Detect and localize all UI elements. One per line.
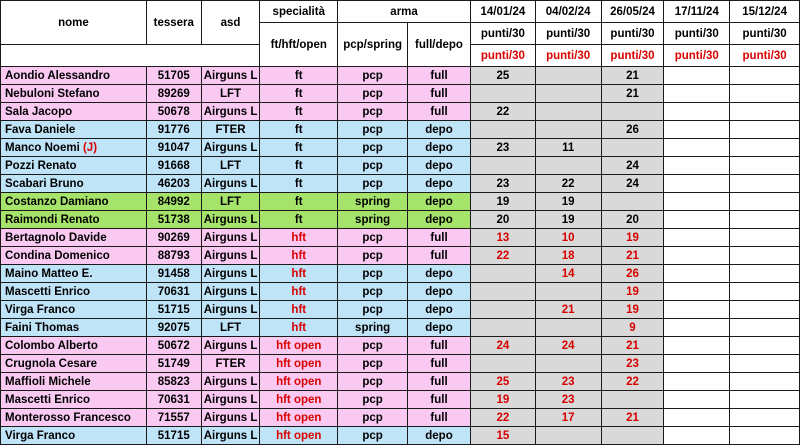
score-cell-1: 24	[470, 337, 535, 355]
arma-pcp-cell: pcp	[338, 391, 408, 409]
specialita-cell: hft	[260, 247, 338, 265]
score-cell-2	[535, 103, 601, 121]
header-date-4: 17/11/24	[664, 1, 730, 23]
header-asd: asd	[201, 1, 260, 45]
score-cell-4	[664, 301, 730, 319]
table-row	[1, 85, 800, 103]
score-cell-3: 9	[601, 319, 664, 337]
header-nome: nome	[1, 1, 147, 45]
header-specialita: specialità	[260, 1, 338, 23]
asd-cell: Airguns L	[201, 283, 260, 301]
asd-cell: Airguns L	[201, 175, 260, 193]
score-cell-5	[730, 373, 800, 391]
score-cell-2: 18	[535, 247, 601, 265]
score-cell-4	[664, 427, 730, 445]
score-cell-4	[664, 283, 730, 301]
athlete-name-text: Condina Domenico	[5, 249, 110, 262]
athlete-name	[1, 391, 147, 409]
arma-full-cell: depo	[408, 427, 471, 445]
score-cell-3: 23	[601, 355, 664, 373]
score-cell-3: 21	[601, 337, 664, 355]
athlete-name-text: Virga Franco	[5, 303, 76, 316]
score-cell-2: 17	[535, 409, 601, 427]
score-cell-5	[730, 175, 800, 193]
tessera-cell: 91668	[146, 157, 201, 175]
table-row	[1, 427, 800, 445]
score-cell-2: 19	[535, 211, 601, 229]
table-row	[1, 283, 800, 301]
score-cell-1: 15	[470, 427, 535, 445]
table-row	[1, 175, 800, 193]
score-cell-1: 13	[470, 229, 535, 247]
athlete-name-text: Manco Noemi	[5, 141, 80, 154]
arma-pcp-cell: pcp	[338, 337, 408, 355]
header-punti-red-5: punti/30	[730, 45, 800, 67]
score-cell-3: 19	[601, 283, 664, 301]
score-cell-5	[730, 103, 800, 121]
arma-full-cell: full	[408, 337, 471, 355]
score-cell-3: 24	[601, 157, 664, 175]
score-cell-1	[470, 265, 535, 283]
athlete-name-text: Mascetti Enrico	[5, 285, 90, 298]
asd-cell: Airguns L	[201, 247, 260, 265]
score-cell-2	[535, 157, 601, 175]
header-punti-red-1: punti/30	[470, 45, 535, 67]
arma-full-cell: full	[408, 67, 471, 85]
arma-pcp-cell: pcp	[338, 139, 408, 157]
athlete-name-text: Virga Franco	[5, 429, 76, 442]
athlete-name	[1, 103, 147, 121]
specialita-cell: ft	[260, 121, 338, 139]
score-cell-5	[730, 355, 800, 373]
score-cell-5	[730, 391, 800, 409]
header-arma: arma	[338, 1, 471, 23]
specialita-cell: hft	[260, 319, 338, 337]
header-spacer	[1, 45, 260, 67]
athlete-name-text: Faini Thomas	[5, 321, 80, 334]
specialita-cell: hft open	[260, 427, 338, 445]
table-row	[1, 355, 800, 373]
athlete-name	[1, 211, 147, 229]
arma-pcp-cell: spring	[338, 193, 408, 211]
arma-full-cell: depo	[408, 319, 471, 337]
athlete-name	[1, 283, 147, 301]
score-cell-1: 25	[470, 67, 535, 85]
asd-cell: LFT	[201, 85, 260, 103]
score-cell-5	[730, 121, 800, 139]
score-cell-2: 22	[535, 175, 601, 193]
score-cell-4	[664, 175, 730, 193]
score-cell-2	[535, 283, 601, 301]
score-cell-3: 26	[601, 121, 664, 139]
arma-pcp-cell: pcp	[338, 373, 408, 391]
athlete-name	[1, 427, 147, 445]
tessera-cell: 88793	[146, 247, 201, 265]
asd-cell: FTER	[201, 355, 260, 373]
arma-pcp-cell: pcp	[338, 67, 408, 85]
score-cell-3	[601, 103, 664, 121]
score-cell-2	[535, 319, 601, 337]
score-cell-2: 24	[535, 337, 601, 355]
score-cell-2: 23	[535, 373, 601, 391]
tessera-cell: 84992	[146, 193, 201, 211]
athlete-name	[1, 85, 147, 103]
score-cell-1: 20	[470, 211, 535, 229]
athlete-name	[1, 157, 147, 175]
table-row	[1, 157, 800, 175]
athlete-name-text: Monterosso Francesco	[5, 411, 131, 424]
header-punti-3: punti/30	[601, 23, 664, 45]
score-cell-4	[664, 67, 730, 85]
asd-cell: LFT	[201, 157, 260, 175]
score-cell-4	[664, 337, 730, 355]
asd-cell: Airguns L	[201, 139, 260, 157]
table-row	[1, 265, 800, 283]
score-cell-4	[664, 193, 730, 211]
score-cell-3: 20	[601, 211, 664, 229]
score-cell-4	[664, 85, 730, 103]
score-cell-2	[535, 355, 601, 373]
athlete-name-text: Fava Daniele	[5, 123, 76, 136]
athlete-name-text: Crugnola Cesare	[5, 357, 98, 370]
athlete-name	[1, 355, 147, 373]
score-cell-3: 19	[601, 229, 664, 247]
header-date-1: 14/01/24	[470, 1, 535, 23]
score-cell-4	[664, 409, 730, 427]
table-row	[1, 67, 800, 85]
athlete-name-text: Colombo Alberto	[5, 339, 98, 352]
table-row	[1, 409, 800, 427]
asd-cell: Airguns L	[201, 373, 260, 391]
score-cell-4	[664, 319, 730, 337]
arma-pcp-cell: pcp	[338, 157, 408, 175]
athlete-name-text: Raimondi Renato	[5, 213, 100, 226]
tessera-cell: 92075	[146, 319, 201, 337]
tessera-cell: 51715	[146, 301, 201, 319]
tessera-cell: 46203	[146, 175, 201, 193]
athlete-name	[1, 319, 147, 337]
score-cell-5	[730, 211, 800, 229]
asd-cell: Airguns L	[201, 427, 260, 445]
score-cell-5	[730, 265, 800, 283]
arma-full-cell: depo	[408, 139, 471, 157]
tessera-cell: 50672	[146, 337, 201, 355]
score-cell-5	[730, 319, 800, 337]
arma-full-cell: depo	[408, 193, 471, 211]
arma-pcp-cell: pcp	[338, 265, 408, 283]
arma-full-cell: depo	[408, 211, 471, 229]
table-row	[1, 247, 800, 265]
specialita-cell: ft	[260, 103, 338, 121]
score-cell-1: 19	[470, 391, 535, 409]
score-cell-4	[664, 157, 730, 175]
table-row	[1, 391, 800, 409]
arma-full-cell: full	[408, 355, 471, 373]
asd-cell: LFT	[201, 319, 260, 337]
arma-pcp-cell: spring	[338, 319, 408, 337]
arma-full-cell: depo	[408, 265, 471, 283]
athlete-name-text: Sala Jacopo	[5, 105, 73, 118]
score-cell-1	[470, 319, 535, 337]
athlete-name	[1, 229, 147, 247]
arma-full-cell: full	[408, 229, 471, 247]
score-cell-4	[664, 121, 730, 139]
arma-full-cell: depo	[408, 175, 471, 193]
athlete-name-text: Nebuloni Stefano	[5, 87, 100, 100]
athlete-name	[1, 247, 147, 265]
score-cell-5	[730, 85, 800, 103]
tessera-cell: 51715	[146, 427, 201, 445]
score-cell-5	[730, 409, 800, 427]
specialita-cell: hft open	[260, 355, 338, 373]
score-cell-3	[601, 427, 664, 445]
arma-pcp-cell: spring	[338, 211, 408, 229]
score-cell-3: 26	[601, 265, 664, 283]
score-cell-1	[470, 121, 535, 139]
athlete-name-text: Mascetti Enrico	[5, 393, 90, 406]
score-cell-1	[470, 355, 535, 373]
asd-cell: Airguns L	[201, 301, 260, 319]
score-cell-3: 21	[601, 67, 664, 85]
arma-full-cell: full	[408, 373, 471, 391]
specialita-cell: hft	[260, 265, 338, 283]
score-cell-4	[664, 229, 730, 247]
header-punti-red-4: punti/30	[664, 45, 730, 67]
asd-cell: Airguns L	[201, 211, 260, 229]
tessera-cell: 89269	[146, 85, 201, 103]
table-row	[1, 139, 800, 157]
tessera-cell: 91776	[146, 121, 201, 139]
table-row	[1, 373, 800, 391]
score-cell-4	[664, 373, 730, 391]
tessera-cell: 51705	[146, 67, 201, 85]
athlete-name-text: Scabari Bruno	[5, 177, 84, 190]
score-cell-1	[470, 283, 535, 301]
score-cell-4	[664, 139, 730, 157]
header-date-2: 04/02/24	[535, 1, 601, 23]
score-cell-2	[535, 121, 601, 139]
header-punti-red-2: punti/30	[535, 45, 601, 67]
tessera-cell: 91047	[146, 139, 201, 157]
score-cell-1	[470, 301, 535, 319]
arma-pcp-cell: pcp	[338, 355, 408, 373]
table-row	[1, 193, 800, 211]
asd-cell: Airguns L	[201, 265, 260, 283]
arma-pcp-cell: pcp	[338, 85, 408, 103]
header-arma-full: full/depo	[408, 23, 471, 67]
score-cell-2: 19	[535, 193, 601, 211]
score-cell-1: 19	[470, 193, 535, 211]
header-punti-1: punti/30	[470, 23, 535, 45]
score-cell-1: 22	[470, 103, 535, 121]
score-cell-4	[664, 265, 730, 283]
score-cell-4	[664, 391, 730, 409]
specialita-cell: ft	[260, 211, 338, 229]
score-cell-1: 23	[470, 175, 535, 193]
table-row	[1, 319, 800, 337]
arma-pcp-cell: pcp	[338, 229, 408, 247]
tessera-cell: 50678	[146, 103, 201, 121]
score-cell-1: 25	[470, 373, 535, 391]
arma-pcp-cell: pcp	[338, 283, 408, 301]
tessera-cell: 90269	[146, 229, 201, 247]
specialita-cell: hft	[260, 229, 338, 247]
score-cell-2	[535, 85, 601, 103]
table-row	[1, 121, 800, 139]
score-cell-3	[601, 193, 664, 211]
score-cell-3	[601, 391, 664, 409]
tessera-cell: 71557	[146, 409, 201, 427]
specialita-cell: hft open	[260, 337, 338, 355]
specialita-cell: ft	[260, 67, 338, 85]
athlete-name	[1, 121, 147, 139]
score-cell-5	[730, 67, 800, 85]
athlete-name	[1, 67, 147, 85]
score-cell-5	[730, 247, 800, 265]
arma-full-cell: full	[408, 409, 471, 427]
asd-cell: Airguns L	[201, 229, 260, 247]
score-cell-3: 22	[601, 373, 664, 391]
score-cell-1: 22	[470, 409, 535, 427]
specialita-cell: ft	[260, 193, 338, 211]
tessera-cell: 70631	[146, 283, 201, 301]
tessera-cell: 91458	[146, 265, 201, 283]
arma-pcp-cell: pcp	[338, 121, 408, 139]
table-body	[1, 67, 800, 445]
athlete-name	[1, 139, 147, 157]
score-cell-1	[470, 85, 535, 103]
specialita-cell: ft	[260, 85, 338, 103]
arma-full-cell: full	[408, 247, 471, 265]
score-cell-5	[730, 283, 800, 301]
score-cell-2: 10	[535, 229, 601, 247]
score-cell-5	[730, 427, 800, 445]
arma-pcp-cell: pcp	[338, 301, 408, 319]
table-row	[1, 103, 800, 121]
score-cell-3: 21	[601, 409, 664, 427]
athlete-name	[1, 409, 147, 427]
arma-full-cell: full	[408, 85, 471, 103]
specialita-cell: hft open	[260, 373, 338, 391]
score-cell-2: 23	[535, 391, 601, 409]
tessera-cell: 51749	[146, 355, 201, 373]
tessera-cell: 85823	[146, 373, 201, 391]
score-cell-2: 14	[535, 265, 601, 283]
arma-full-cell: full	[408, 391, 471, 409]
asd-cell: Airguns L	[201, 337, 260, 355]
header-punti-2: punti/30	[535, 23, 601, 45]
arma-pcp-cell: pcp	[338, 427, 408, 445]
score-cell-3: 21	[601, 85, 664, 103]
asd-cell: Airguns L	[201, 67, 260, 85]
specialita-cell: ft	[260, 175, 338, 193]
score-cell-5	[730, 157, 800, 175]
arma-pcp-cell: pcp	[338, 103, 408, 121]
asd-cell: Airguns L	[201, 409, 260, 427]
header-arma-pcp: pcp/spring	[338, 23, 408, 67]
athlete-name-text: Aondio Alessandro	[5, 69, 110, 82]
score-cell-1	[470, 157, 535, 175]
header-punti-red-3: punti/30	[601, 45, 664, 67]
score-cell-2	[535, 427, 601, 445]
specialita-cell: hft open	[260, 391, 338, 409]
score-cell-1: 23	[470, 139, 535, 157]
asd-cell: Airguns L	[201, 391, 260, 409]
header-date-5: 15/12/24	[730, 1, 800, 23]
specialita-cell: hft	[260, 301, 338, 319]
asd-cell: LFT	[201, 193, 260, 211]
specialita-cell: hft open	[260, 409, 338, 427]
table-row	[1, 301, 800, 319]
header-specialita-sub: ft/hft/open	[260, 23, 338, 67]
score-cell-3: 19	[601, 301, 664, 319]
arma-pcp-cell: pcp	[338, 409, 408, 427]
specialita-cell: hft	[260, 283, 338, 301]
score-cell-3	[601, 139, 664, 157]
arma-full-cell: depo	[408, 301, 471, 319]
score-cell-5	[730, 229, 800, 247]
athlete-name-text: Pozzi Renato	[5, 159, 77, 172]
arma-pcp-cell: pcp	[338, 247, 408, 265]
athlete-name-text: Costanzo Damiano	[5, 195, 109, 208]
table-row	[1, 337, 800, 355]
header-punti-4: punti/30	[664, 23, 730, 45]
tessera-cell: 51738	[146, 211, 201, 229]
athlete-name	[1, 193, 147, 211]
tessera-cell: 70631	[146, 391, 201, 409]
score-cell-4	[664, 211, 730, 229]
asd-cell: Airguns L	[201, 103, 260, 121]
score-cell-3: 24	[601, 175, 664, 193]
athlete-name-text: Maino Matteo E.	[5, 267, 93, 280]
score-cell-5	[730, 193, 800, 211]
athlete-name	[1, 265, 147, 283]
header-tessera: tessera	[146, 1, 201, 45]
score-cell-5	[730, 139, 800, 157]
specialita-cell: ft	[260, 157, 338, 175]
score-cell-4	[664, 103, 730, 121]
arma-full-cell: depo	[408, 283, 471, 301]
score-cell-5	[730, 301, 800, 319]
score-cell-2: 11	[535, 139, 601, 157]
asd-cell: FTER	[201, 121, 260, 139]
athlete-name	[1, 337, 147, 355]
score-cell-4	[664, 355, 730, 373]
athlete-name	[1, 175, 147, 193]
arma-full-cell: full	[408, 103, 471, 121]
header-punti-5: punti/30	[730, 23, 800, 45]
arma-full-cell: depo	[408, 157, 471, 175]
header-date-3: 26/05/24	[601, 1, 664, 23]
athlete-name-text: Maffioli Michele	[5, 375, 91, 388]
junior-mark: (J)	[82, 141, 98, 154]
arma-pcp-cell: pcp	[338, 175, 408, 193]
score-cell-5	[730, 337, 800, 355]
arma-full-cell: depo	[408, 121, 471, 139]
score-cell-1: 22	[470, 247, 535, 265]
score-cell-3: 21	[601, 247, 664, 265]
score-cell-2: 21	[535, 301, 601, 319]
table-row	[1, 211, 800, 229]
score-cell-4	[664, 247, 730, 265]
athlete-name	[1, 373, 147, 391]
specialita-cell: ft	[260, 139, 338, 157]
table-row	[1, 229, 800, 247]
athlete-name	[1, 301, 147, 319]
athlete-name-text: Bertagnolo Davide	[5, 231, 107, 244]
score-cell-2	[535, 67, 601, 85]
